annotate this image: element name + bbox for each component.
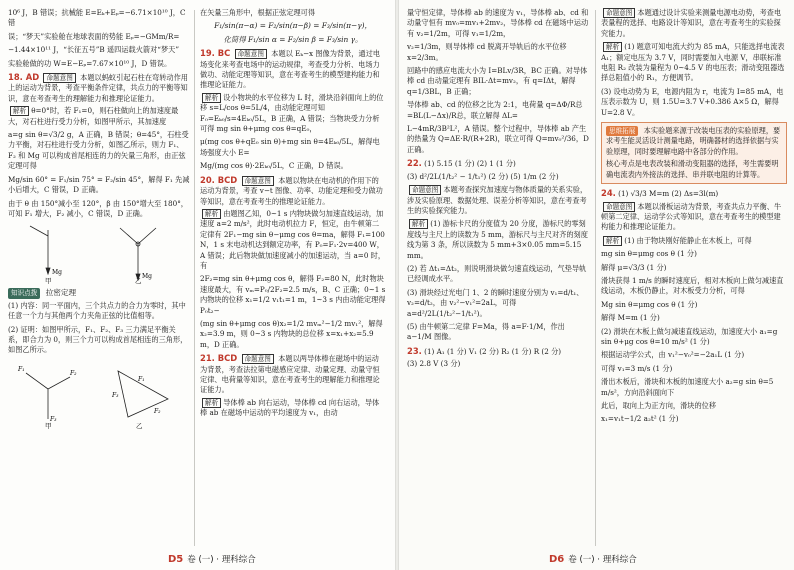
text-line: 解得 μ=√3/3 (1 分) — [601, 262, 667, 272]
text-line: 滑出木板后，滑块和木板的加速度大小 a₂=g sin θ=5 m/s²，方向沿斜面向下 — [601, 377, 774, 397]
text-line: 滑块获得 1 m/s 的瞬时速度后，相对木板向上做匀减速直线运动，木板仍静止，对木板受力分析，可得 — [601, 275, 784, 296]
column-divider — [194, 10, 195, 546]
text-line: 解得 M=m (1 分) — [601, 313, 660, 323]
text-line: 10⁶ J，B 错误；抗械能 E=Eₖ+Eₚ=−6.71×10¹⁰ J，C 错 — [8, 8, 186, 28]
knowledge-label: 知识点拨 — [8, 288, 40, 298]
answer-line: (1) 5.15 (1 分) (2) 1 (1 分) — [424, 159, 516, 169]
knowledge-title: 拉密定理 — [45, 288, 77, 298]
question-number: 18. AD — [8, 72, 40, 83]
question-number: 20. BCD — [200, 174, 238, 185]
left-page — [0, 0, 395, 570]
text-line: 由于 θ 由 150°减小至 120°，β 由 150°增大至 180°，可知 F₁ 增大，F₂ 减小，C 错误，D 正确。 — [8, 198, 188, 218]
svg-text:F₂: F₂ — [154, 407, 161, 415]
tip-label: 思维拓展 — [606, 126, 638, 136]
question-20-header — [200, 175, 386, 207]
svg-text:甲: 甲 — [45, 421, 52, 429]
text-line: (5) 由牛顿第二定律 F=Ma，得 a=F·1/M，作出 a−1/M 图像。 — [407, 321, 565, 342]
text-line: mg sin θ=μmg cos θ (1 分) — [601, 249, 697, 259]
text-line: Mg sin θ=μmg cos θ (1 分) — [601, 299, 698, 309]
left-page-col1 — [8, 8, 190, 548]
text-line: x₁=v₁t−1/2 a₂t² (1 分) — [601, 414, 679, 424]
question-18-header — [8, 72, 190, 104]
analysis-text: 解析 设小物块的水平位移为 L 时，滑块沿斜面向上的位移 s=L/cos θ=5L/4，由动能定理可知 F₀=Eₖ₀/s=4Eₖ₀/5L，B 正确，A 错误；当物块受力分析可得 mg sin θ+μmg cos θ=qE₀， — [200, 92, 384, 134]
section-tag: 命题意图 — [409, 185, 441, 195]
text-line: (2) 证明：如图甲所示，F₁、F₂、F₃ 三力满足平衡关系，即合力为 0，则三个力可以构成首尾相连的三角形，如图乙所示。 — [8, 324, 188, 355]
text-line: (2) 若 Δt₁=Δt₂，则说明滑块做匀速直线运动，气垫导轨已经调成水平。 — [407, 263, 587, 284]
intro-text: 本题考查探究加速度与物体质量的关系实验，涉及实验原理、数据处理、误差分析等知识，意在考查考生的实验探究能力。 — [407, 185, 588, 215]
question-19-header — [200, 48, 386, 91]
svg-text:F₃: F₃ — [112, 391, 119, 399]
question-number: 24. — [601, 188, 616, 199]
tip-text: 本实验题来源于改装电压表的实验原理，要求考生能灵活设计测量电路，明确器材的选择依据与实验原理，同时要理解电路中各部分的作用。 — [606, 126, 781, 156]
analysis-tag: 解析 — [202, 93, 221, 103]
analysis-tag: 解析 — [409, 219, 428, 229]
text-line: 2F₂=mg sin θ+μmg cos θ，解得 F₂=80 N，此时物块速度最大，有 vₘ=P₀/2F₂=2.5 m/s，B、C 正确；0~1 s 内物块的位移 x₁=1/2 v₁t₁=1 m，1~3 s 内由动能定理得 P₀t₂− — [200, 274, 386, 315]
right-page-col2 — [601, 8, 787, 548]
text-line: Mg/(mg cos θ)·2Eₖ₀/5L，C 正确，D 错误。 — [200, 161, 348, 171]
text-line: 在矢量三角形中，根据正弦定理可得 — [200, 8, 316, 17]
analysis-tag: 解析 — [603, 42, 622, 52]
tip-text: 核心考点是电表改装和滑动变阻器的选择，考生需要明确电流表内外接法的选择、串并联电阻的计算等。 — [606, 159, 779, 179]
question-22-header — [407, 158, 591, 169]
intro-text: 本题以滑板运动为背景，考查共点力平衡、牛顿第二定律、运动学公式等知识，意在考查考生的模型建构能力和推理论证能力。 — [601, 201, 782, 232]
fig-label-yi: 乙 — [135, 277, 142, 285]
tip-box — [601, 122, 787, 184]
answer-line: (3) d²/2L(1/t₂² − 1/t₁²) (2 分) (5) 1/m (2 分) — [407, 171, 559, 181]
right-page — [399, 0, 794, 570]
page-footer — [168, 552, 256, 566]
question-23-header — [407, 346, 591, 357]
question-number: 23. — [407, 345, 422, 356]
question-number: 22. — [407, 158, 422, 169]
text-line: v₂=1/3m，则导体棒 cd 脱离开导轨后的水平位移 x=2/3m。 — [407, 42, 567, 62]
analysis-tag: 解析 — [202, 209, 221, 219]
intro-text: 本题通过设计实验来测量电源电动势，考查电表量程的选择、电路设计等知识，意在考查考生的实验探究能力。 — [601, 8, 782, 38]
page-number: D5 — [168, 553, 184, 565]
page-footer — [549, 552, 637, 566]
analysis-text: 解析 (1) 游标卡尺的分度值为 20 分度，游标尺的零刻度线与主尺上的读数为 5 mm，游标尺与主尺对齐的刻度线为第 3 条，所以读数为 5 mm+3×0.05 mm=5.15 mm。 — [407, 219, 588, 260]
right-page-col1 — [407, 8, 591, 548]
analysis-text: 解析 导体棒 ab 向右运动，导体棒 cd 向右运动，导体棒 ab 在磁场中运动的平均速度为 v₁，由动 — [200, 397, 380, 418]
text-line: (2) 滑块在木板上做匀减速直线运动，加速度大小 a₁=g sin θ+μg cos θ=10 m/s² (1 分) — [601, 326, 778, 346]
formula-line: F₁/sin(π−α) = F₂/sin(π−β) = F₃/sin(π−γ)， — [214, 21, 372, 31]
text-line: 导体棒 ab、cd 的位移之比为 2:1，电荷量 q=ΔΦ/R总=BL(L−Δx)/R总，联立解得 ΔL= — [407, 100, 583, 120]
page-number: D6 — [549, 553, 565, 565]
text-line: 根据运动学公式，由 v₁²−v₀²=−2a₁L (1 分) — [601, 350, 745, 360]
text-line: (3) 设电动势为 E，电源内阻为 r，电流为 I=85 mA，电压表示数为 U，则 1.5U=3.7 V+0.386 A×5 Ω，解得 U=2.8 V。 — [601, 86, 784, 117]
analysis-text: 解析 θ=0°时，若 F₁=0，则石柱做向上的加速度最大，对石柱进行受力分析，如图甲所示，其加速度 — [8, 106, 179, 126]
formula-line: 化简得 F₁/sin α = F₂/sin β = F₃/sin γ。 — [223, 34, 363, 44]
force-triangle-diagram — [8, 359, 190, 429]
left-page-col2 — [200, 8, 386, 548]
intro-text: 本题以 Eₖ−x 图像为背景，通过电场变化来考查电场中的运动规律，考查受力分析、电场力做功、动能定理等知识，意在考查考生的模型建构能力和推理论证能力。 — [200, 49, 381, 90]
svg-text:F₃: F₃ — [50, 415, 57, 423]
question-number: 21. BCD — [200, 353, 238, 364]
section-tag: 命题意图 — [242, 176, 274, 186]
text-line: 此后，取向上为正方向，滑块的位移 — [601, 401, 717, 410]
analysis-tag: 解析 — [10, 106, 29, 116]
text-line: (mg sin θ+μmg cos θ)x₂=1/2 mvₘ²−1/2 mv₁²，解得 x₂=3.9 m，则 0~3 s 内物块的总位移 x=x₁+x₂=5.9 m，D 正确。 — [200, 318, 383, 349]
section-tag: 命题意图 — [43, 73, 75, 83]
intro-text: 本题以物块在电动机的作用下的运动为背景，考查 v−t 图像、功率、功能定理和受力做功等知识，意在考查考生的推理论证能力。 — [200, 175, 383, 206]
analysis-text: 解析 (1) 由于物块刚好能静止在木板上，可得 — [601, 236, 787, 246]
fig-label-jia: 甲 — [45, 277, 52, 285]
svg-text:F₁: F₁ — [18, 365, 25, 373]
section-tag: 命题意图 — [235, 49, 267, 59]
analysis-tag: 解析 — [603, 236, 622, 246]
analysis-text: 解析 (1) 题意可知电流大约为 85 mA，只能选择电流表 A₁；额定电压为 3.7 V，同时需要加入电源 V，串联标准电阻 R₂ 改装为量程为 0~4.5 V 的电压表；滑动变阻器选择总阻值小的 R₁，方便调节。 — [601, 42, 785, 83]
question-24-header — [601, 188, 787, 199]
mg-label: Mg — [52, 269, 62, 277]
question-number: 19. BC — [200, 48, 231, 59]
footer-label: 卷 (一) · 理科综合 — [568, 555, 637, 565]
text-line: 量守恒定律，导体棒 ab 的速度为 v₁，导体棒 ab、cd 和动量守恒有 mv₀=mv₁+2mv₂，导体棒 cd 在磁场中运动有 v₂=1/2m，可得 v₁=1/2m， — [407, 8, 589, 38]
analysis-text: 解析 由题图乙知，0~1 s 内物块做匀加速直线运动，加速度 a=2 m/s²，此时电动机拉力 F，恒定，由牛顿第二定律有 2F₁−mg sin θ−μmg cos θ=ma，解得 F₁=100 N，1 s 末电动机达到额定功率，有 P₀=F₁·2v=400 W，A 错误；此后物块做加速度减小的加速运动，当 a=0 时，有 — [200, 208, 386, 270]
section-tag: 命题意图 — [603, 202, 635, 212]
text-line: 误；“梦天”实验舱在地球表面的势能 Eₚ=−GMm/R= — [8, 31, 180, 41]
answer-line: (1) √3/3 M=m (2) Δs=3l(m) — [618, 189, 719, 199]
text-line: Mg/sin 60° = F₁/sin 75° = F₂/sin 45°，解得 F₁ 先减小后增大，C 错误，D 正确。 — [8, 174, 190, 195]
text-line: 可得 v₁=3 m/s (1 分) — [601, 363, 673, 373]
text-line: L−4mR/3B²L²，A 错误。整个过程中，导体棒 ab 产生的热量为 Q=ΔE·R/(R+2R)，联立可得 Q=mv₀²/36，D 正确。 — [407, 124, 589, 154]
force-diagram-18 — [8, 222, 190, 284]
column-divider — [595, 10, 596, 546]
text-line: 实验舱做的功 W=E−Eₚ=7.67×10¹⁰ J，D 错误。 — [8, 58, 172, 68]
svg-text:乙: 乙 — [136, 421, 143, 429]
text-line: (1) 内容：同一平面内，三个共点力的合力为零时，其中任意一个力与其他两个力夹角正弦的比值相等。 — [8, 300, 186, 321]
intro-text: 本题以蚂蚁引起石柱在弯转动作用上的运动为背景，考查平衡条件定律，共点力的平衡等知识，意在考查考生的理解能力和推理论证能力。 — [8, 73, 188, 103]
text-line: μ(mg cos θ+qE₀ sin θ)+mg sin θ=4Eₖ₀/5L，解得电场强度大小 E= — [200, 137, 380, 157]
answer-line: (3) 2.8 V (3 分) — [407, 359, 461, 369]
svg-text:F₂: F₂ — [70, 369, 77, 377]
text-line: −1.44×10¹¹ J，“长征五号”B 遥四运载火箭对“梦天” — [8, 45, 180, 55]
mg-label: Mg — [142, 273, 152, 281]
intro-text: 本题以两导体棒在磁场中的运动为背景，考查法拉第电磁感应定律、动量定理、动量守恒定律、电荷量等知识，意在考查考生的理解能力和推理论证能力。 — [200, 354, 380, 395]
svg-text:F₁: F₁ — [138, 375, 145, 383]
section-tag: 命题意图 — [603, 8, 635, 18]
text-line: 回路中的感应电流大小为 I=BLv/3R，BC 正确。对导体棒 cd 由动量定理有 BIL·Δt=mv₂，有 q=IΔt，解得 q=1/3BL，B 正确； — [407, 66, 588, 96]
knowledge-box — [8, 288, 190, 298]
section-tag: 命题意图 — [242, 354, 274, 364]
analysis-tag: 解析 — [202, 398, 221, 408]
footer-label: 卷 (一) · 理科综合 — [187, 555, 256, 565]
answer-line: (1) A₁ (1 分) V₁ (2 分) R₂ (1 分) R (2 分) — [424, 346, 562, 356]
text-line: (3) 滑块经过光电门 1、2 的瞬时速度分别为 v₁=d/t₁、v₂=d/t₂，由 v₂²−v₁²=2aL，可得 a=d²/2L(1/t₂²−1/t₁²)。 — [407, 287, 584, 318]
text-line: a=g sin θ=√3/2 g，A 正确，B 错误；θ=45°，石柱受力平衡，对石柱进行受力分析，如图乙所示，则力 F₁、F₂ 和 Mg 可以构成首尾相连的力的矢量三角形，由正弦定理可得 — [8, 130, 189, 171]
question-21-header — [200, 353, 386, 396]
